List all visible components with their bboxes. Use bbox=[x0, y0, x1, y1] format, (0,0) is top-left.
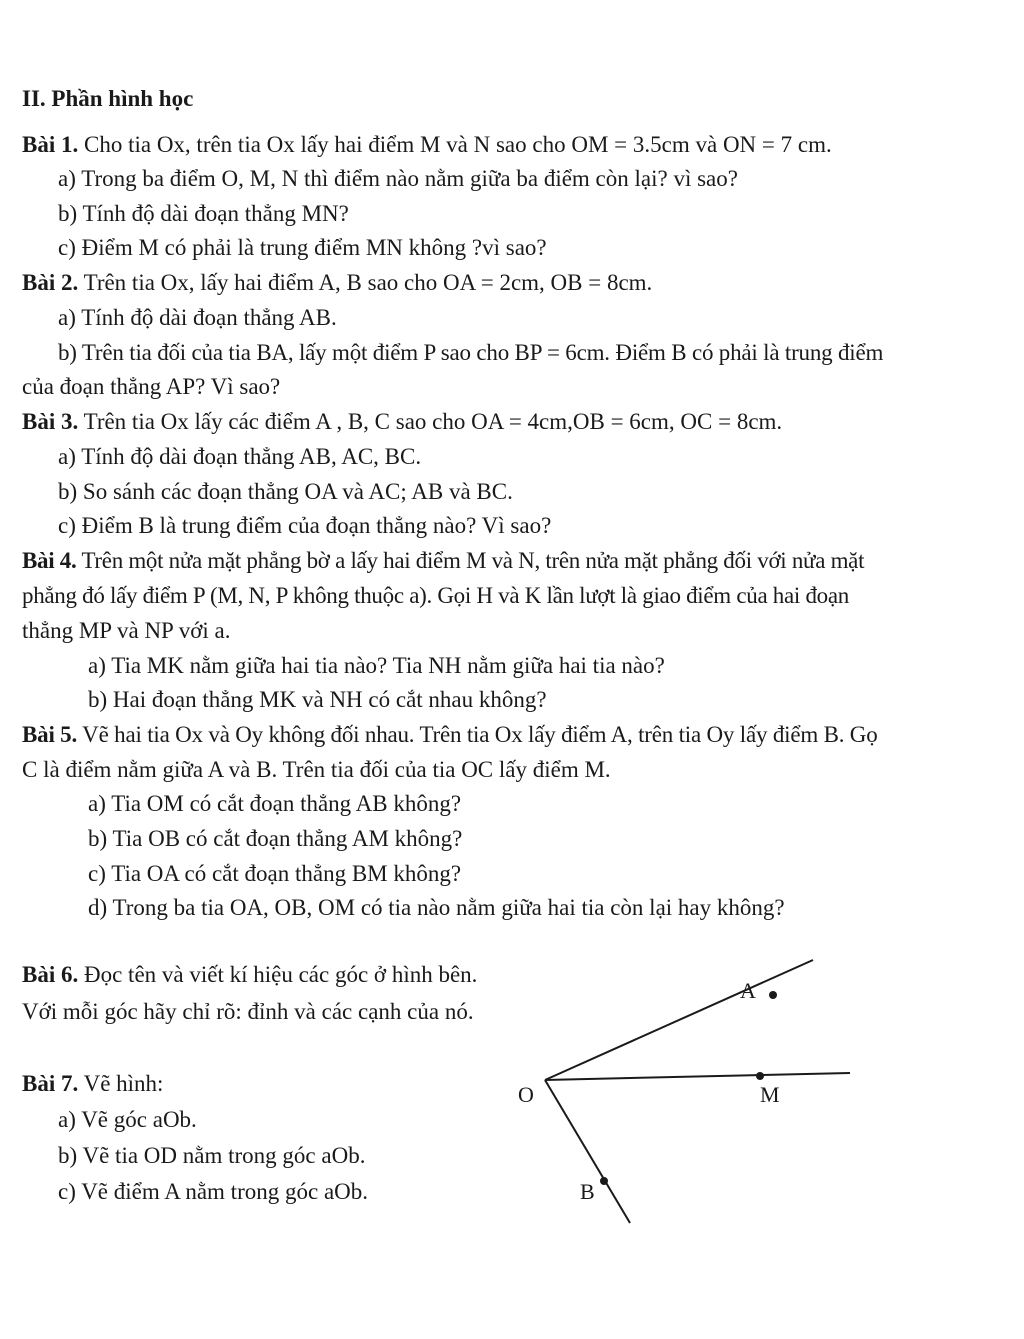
bai4-text1: Trên một nửa mặt phẳng bờ a lấy hai điểm M và N, trên nửa mặt phẳng đối với nửa mặt bbox=[81, 548, 865, 573]
bai2-part-a: a) Tính độ dài đoạn thẳng AB. bbox=[58, 305, 337, 330]
bai7-part-a: a) Vẽ góc aOb. bbox=[58, 1107, 197, 1132]
label-o: O bbox=[518, 1082, 534, 1107]
bai1-statement bbox=[22, 130, 832, 160]
bai6-statement-line2: Với mỗi góc hãy chỉ rõ: đỉnh và các cạnh của nó. bbox=[22, 999, 474, 1024]
bai4-statement-line3: thẳng MP và NP với a. bbox=[22, 618, 231, 643]
bai7-statement bbox=[22, 1069, 163, 1099]
bai1-title: Bài 1. bbox=[22, 132, 79, 157]
bai5-part-d: d) Trong ba tia OA, OB, OM có tia nào nằm giữa hai tia còn lại hay không? bbox=[88, 895, 785, 920]
bai2-text: Trên tia Ox, lấy hai điểm A, B sao cho OA = 2cm, OB = 8cm. bbox=[83, 270, 653, 295]
ray-om bbox=[545, 1073, 850, 1080]
bai7-title: Bài 7. bbox=[22, 1071, 79, 1096]
bai6-text1: Đọc tên và viết kí hiệu các góc ở hình bên. bbox=[83, 962, 478, 987]
bai3-part-c: c) Điểm B là trung điểm của đoạn thẳng nào? Vì sao? bbox=[58, 513, 552, 538]
bai6-statement-line1 bbox=[22, 960, 477, 990]
bai3-part-a: a) Tính độ dài đoạn thẳng AB, AC, BC. bbox=[58, 444, 422, 469]
section-title: II. Phần hình học bbox=[22, 86, 194, 111]
bai5-text1: Vẽ hai tia Ox và Oy không đối nhau. Trên tia Ox lấy điểm A, trên tia Oy lấy điểm B. Gọ bbox=[82, 722, 878, 747]
bai5-statement-line1 bbox=[22, 720, 878, 750]
point-a bbox=[769, 991, 777, 999]
bai5-statement-line2: C là điểm nằm giữa A và B. Trên tia đối của tia OC lấy điểm M. bbox=[22, 757, 611, 782]
bai3-text: Trên tia Ox lấy các điểm A , B, C sao cho OA = 4cm,OB = 6cm, OC = 8cm. bbox=[83, 409, 783, 434]
bai2-title: Bài 2. bbox=[22, 270, 79, 295]
bai4-part-b: b) Hai đoạn thẳng MK và NH có cắt nhau không? bbox=[88, 687, 547, 712]
bai2-part-b-line2: của đoạn thẳng AP? Vì sao? bbox=[22, 374, 281, 399]
bai1-part-c: c) Điểm M có phải là trung điểm MN không ?vì sao? bbox=[58, 235, 547, 260]
bai7-text: Vẽ hình: bbox=[83, 1071, 164, 1096]
point-b bbox=[600, 1177, 608, 1185]
bai4-title: Bài 4. bbox=[22, 548, 77, 573]
label-b: B bbox=[580, 1179, 595, 1204]
bai7-part-c: c) Vẽ điểm A nằm trong góc aOb. bbox=[58, 1179, 369, 1204]
ray-oa bbox=[545, 960, 813, 1080]
angle-figure bbox=[500, 950, 860, 1240]
bai5-part-c: c) Tia OA có cắt đoạn thẳng BM không? bbox=[88, 861, 462, 886]
point-m bbox=[756, 1072, 764, 1080]
bai5-part-b: b) Tia OB có cắt đoạn thẳng AM không? bbox=[88, 826, 463, 851]
bai3-title: Bài 3. bbox=[22, 409, 79, 434]
bai4-part-a: a) Tia MK nằm giữa hai tia nào? Tia NH nằm giữa hai tia nào? bbox=[88, 653, 665, 678]
bai6-title: Bài 6. bbox=[22, 962, 79, 987]
figure-points bbox=[600, 991, 777, 1185]
bai2-part-b-line1: b) Trên tia đối của tia BA, lấy một điểm P sao cho BP = 6cm. Điểm B có phải là trung điểm bbox=[58, 340, 884, 365]
bai1-part-a: a) Trong ba điểm O, M, N thì điểm nào nằm giữa ba điểm còn lại? vì sao? bbox=[58, 166, 738, 191]
bai2-statement bbox=[22, 268, 652, 298]
label-m: M bbox=[760, 1082, 780, 1107]
bai3-statement bbox=[22, 407, 782, 437]
bai1-part-b: b) Tính độ dài đoạn thẳng MN? bbox=[58, 201, 349, 226]
bai4-statement-line1 bbox=[22, 546, 864, 576]
bai7-part-b: b) Vẽ tia OD nằm trong góc aOb. bbox=[58, 1143, 366, 1168]
label-a: A bbox=[740, 978, 756, 1003]
bai1-text: Cho tia Ox, trên tia Ox lấy hai điểm M và N sao cho OM = 3.5cm và ON = 7 cm. bbox=[83, 132, 832, 157]
bai4-statement-line2: phẳng đó lấy điểm P (M, N, P không thuộc a). Gọi H và K lần lượt là giao điểm của hai đoạn bbox=[22, 583, 849, 608]
bai3-part-b: b) So sánh các đoạn thẳng OA và AC; AB và BC. bbox=[58, 479, 513, 504]
bai5-title: Bài 5. bbox=[22, 722, 78, 747]
bai5-part-a: a) Tia OM có cắt đoạn thẳng AB không? bbox=[88, 791, 462, 816]
